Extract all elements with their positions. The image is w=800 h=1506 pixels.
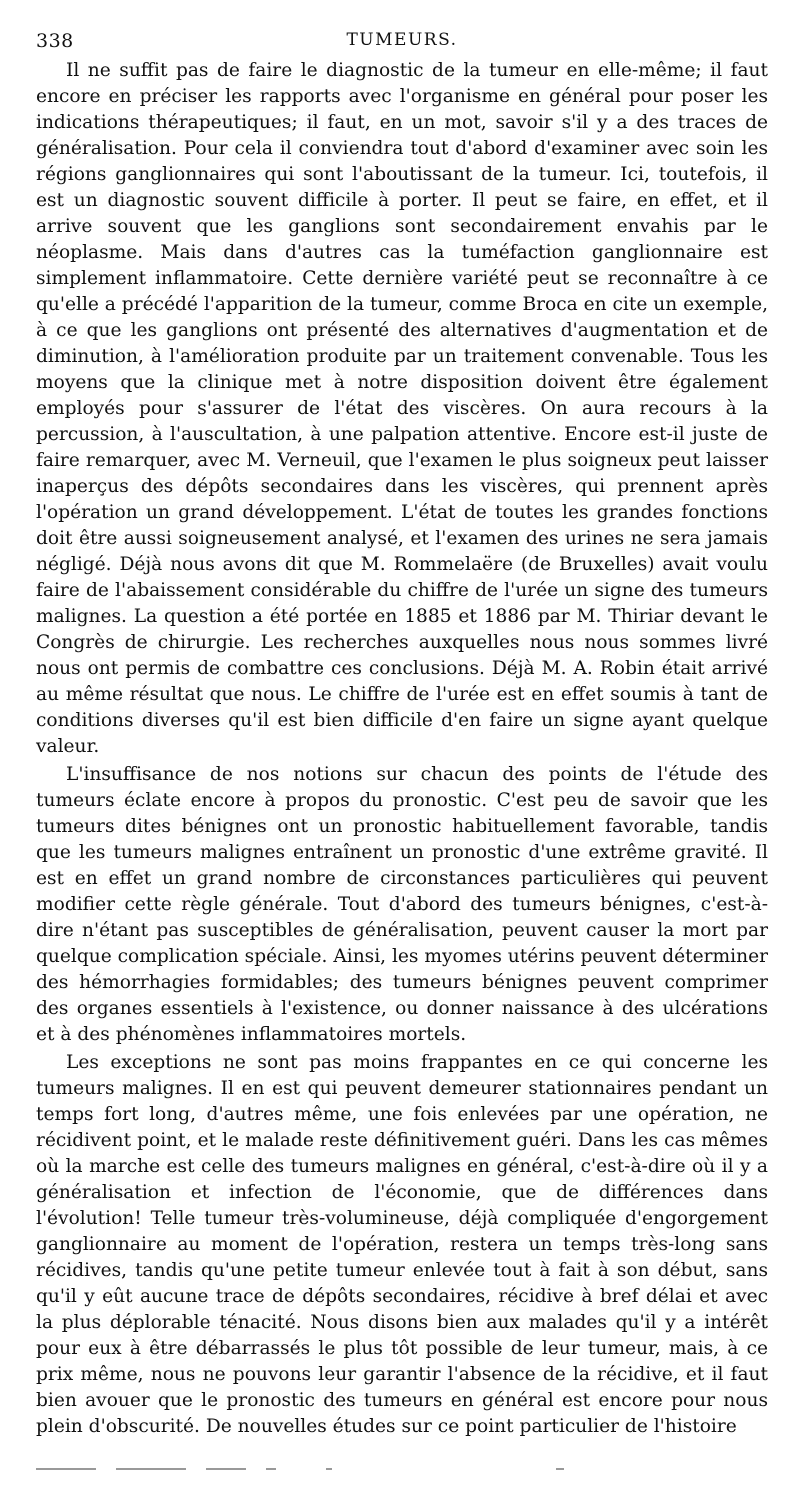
paragraph-pronostic: L'insuffisance de nos notions sur chacun des points de l'étude des tumeurs éclate encore à propos du pronostic. C'est peu de savoir que les tumeurs dites bénignes ont un pronostic habituellement favorable, tandis que les tumeurs malignes entraînent un pronostic d'une extrême gravité. Il est en effet un grand nombre de circonstances particulières qui peuvent modifier cette règle générale. Tout d'abord des tumeurs bénignes, c'est-à-dire n'étant pas susceptibles de généralisation, peuvent causer la mort par quelque complication spéciale. Ainsi, les myomes utérins peuvent déterminer des hémorrhagies formidables; des tumeurs bénignes peuvent comprimer des organes essentiels à l'existence, ou donner naissance à des ulcérations et à des phénomènes inflammatoires mortels. bbox=[36, 764, 768, 1045]
paragraph-exceptions: Les exceptions ne sont pas moins frappantes en ce qui concerne les tumeurs malignes. Il en est qui peuvent demeurer stationnaires pendant un temps fort long, d'autres même, une fois enlevées par une opération, ne récidivent point, et le malade reste définitivement guéri. Dans les cas mêmes où la marche est celle des tumeurs malignes en général, c'est-à-dire où il y a généralisation et infection de l'économie, que de différences dans l'évolution! Telle tumeur très-volumineuse, déjà compliquée d'engorgement ganglionnaire au moment de l'opération, restera un temps très-long sans récidives, tandis qu'une petite tumeur enlevée tout à fait à son début, sans qu'il y eût aucune trace de dépôts secondaires, récidive à bref délai et avec la plus déplorable ténacité. Nous disons bien aux malades qu'il y a intérêt pour eux à être débarrassés le plus tôt possible de leur tumeur, mais, à ce prix même, nous ne pouvons leur garantir l'absence de la récidive, et il faut bien avouer que le pronostic des tumeurs en général est encore pour nous plein d'obscurité. De nouvelles études sur ce point particulier de l'histoire bbox=[36, 1052, 768, 1437]
running-head bbox=[36, 28, 768, 58]
running-title: TUMEURS. bbox=[346, 30, 458, 50]
bleed-through-marks bbox=[36, 1466, 576, 1472]
paragraph-diagnostic: Il ne suffit pas de faire le diagnostic de la tumeur en elle-même; il faut encore en préciser les rapports avec l'organisme en général pour poser les indications thérapeutiques; il faut, en un mot, savoir s'il y a des traces de généralisation. Pour cela il conviendra tout d'abord d'examiner avec soin les régions ganglionnaires qui sont l'aboutissant de la tumeur. Ici, toutefois, il est un diagnostic souvent difficile à porter. Il peut se faire, en effet, et il arrive souvent que les ganglions sont secondairement envahis par le néoplasme. Mais dans d'autres cas la tuméfaction ganglionnaire est simplement inflammatoire. Cette dernière variété peut se reconnaître à ce qu'elle a précédé l'apparition de la tumeur, comme Broca en cite un exemple, à ce que les ganglions ont présenté des alternatives d'augmentation et de diminution, à l'amélioration produite par un traitement convenable. Tous les moyens que la clinique met à notre disposition doivent être également employés pour s'assurer de l'état des viscères. On aura recours à la percussion, à l'auscultation, à une palpation attentive. Encore est-il juste de faire remarquer, avec M. Verneuil, que l'examen le plus soigneux peut laisser inaperçus des dépôts secondaires dans les viscères, qui prennent après l'opération un grand développement. L'état de toutes les grandes fonctions doit être aussi soigneusement analysé, et l'examen des urines ne sera jamais négligé. Déjà nous avons dit que M. Rommelaëre (de Bruxelles) avait voulu faire de l'abaissement considérable du chiffre de l'urée un signe des tumeurs malignes. La question a été portée en 1885 et 1886 par M. Thiriar devant le Congrès de chirurgie. Les recherches auxquelles nous nous sommes livré nous ont permis de combattre ces conclusions. Déjà M. A. Robin était arrivé au même résultat que nous. Le chiffre de l'urée est en effet soumis à tant de conditions diverses qu'il est bien difficile d'en faire un signe ayant quelque valeur. bbox=[36, 60, 769, 757]
book-page bbox=[36, 28, 768, 1440]
page-number: 338 bbox=[36, 30, 74, 52]
